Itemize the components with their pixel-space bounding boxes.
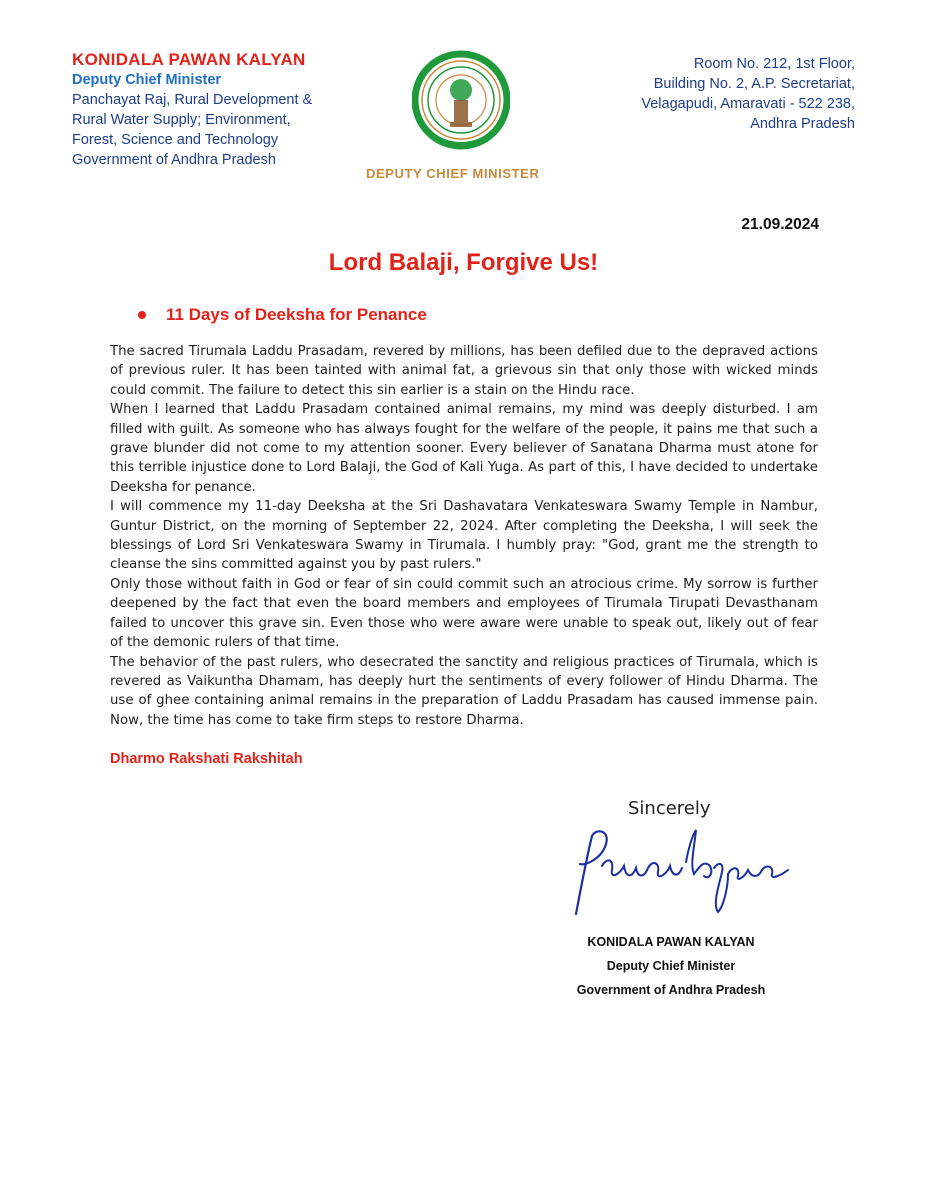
paragraph: I will commence my 11-day Deeksha at the Sri Dashavatara Venkateswara Swamy Temple in Nambur, Guntur District, on the morning of September 22, 2024. After completing the Deeksha, I will seek the blessings of Lord Sri Venkateswara Swamy in Tirumala. I humbly pray: "God, grant me the strength to cleanse the sins committed against you by past rulers." — [110, 499, 818, 573]
emblem-caption: DEPUTY CHIEF MINISTER — [366, 166, 540, 181]
signatory-government: Government of Andhra Pradesh — [576, 983, 766, 997]
bullet-icon — [138, 311, 146, 319]
signature-block — [556, 930, 786, 1002]
department-line: Forest, Science and Technology — [72, 132, 279, 148]
letterhead-left — [72, 50, 372, 170]
paragraph: The sacred Tirumala Laddu Prasadam, revered by millions, has been defiled due to the depraved actions of previous ruler. It has been tainted with animal fat, a grievous sin that only those with wicked minds could commit. The failure to detect this sin earlier is a stain on the Hindu race. — [110, 344, 818, 398]
bullet-text: 11 Days of Deeksha for Penance — [166, 305, 427, 324]
minister-name: KONIDALA PAWAN KALYAN — [72, 50, 306, 69]
address-line: Velagapudi, Amaravati - 522 238, — [641, 96, 855, 112]
paragraph: When I learned that Laddu Prasadam contained animal remains, my mind was deeply disturbed. I am filled with guilt. As someone who has always fought for the welfare of the people, it pains me that such a grave blunder did not come to my attention sooner. Every believer of Sanatana Dharma must atone for this terrible injustice done to Lord Balaji, the God of Kali Yuga. As part of this, I have decided to undertake Deeksha for penance. — [110, 402, 818, 495]
motto: Dharmo Rakshati Rakshitah — [110, 751, 303, 767]
department-line: Panchayat Raj, Rural Development & — [72, 92, 313, 108]
signatory-name: KONIDALA PAWAN KALYAN — [587, 935, 755, 949]
bullet-item — [138, 305, 427, 325]
emblem-icon — [412, 40, 510, 160]
signature-icon — [562, 822, 798, 922]
department-line: Rural Water Supply; Environment, — [72, 112, 291, 128]
minister-role: Deputy Chief Minister — [72, 72, 222, 88]
government-line: Government of Andhra Pradesh — [72, 152, 276, 168]
address-line: Andhra Pradesh — [750, 116, 855, 132]
letterhead-address — [555, 54, 855, 134]
letter-title: Lord Balaji, Forgive Us! — [328, 249, 599, 276]
paragraph: The behavior of the past rulers, who desecrated the sanctity and religious practices of Tirumala, which is revered as Vaikuntha Dhamam, has deeply hurt the sentiments of every follower of Hindu Dharma. The use of ghee containing animal remains in the preparation of Laddu Prasadam has caused immense pain. Now, the time has come to take firm steps to restore Dharma. — [110, 654, 818, 728]
address-line: Building No. 2, A.P. Secretariat, — [653, 76, 855, 92]
signatory-role: Deputy Chief Minister — [606, 959, 736, 973]
address-line: Room No. 212, 1st Floor, — [693, 56, 855, 72]
paragraph: Only those without faith in God or fear of sin could commit such an atrocious crime. My sorrow is further deepened by the fact that even the board members and employees of Tirumala Tirupati Devasthanam failed to uncover this grave sin. Even those who were aware were unable to speak out, likely out of fear of the demonic rulers of that time. — [110, 576, 818, 651]
letter-body — [110, 342, 818, 730]
closing: Sincerely — [628, 798, 711, 819]
letter-date: 21.09.2024 — [741, 216, 819, 233]
